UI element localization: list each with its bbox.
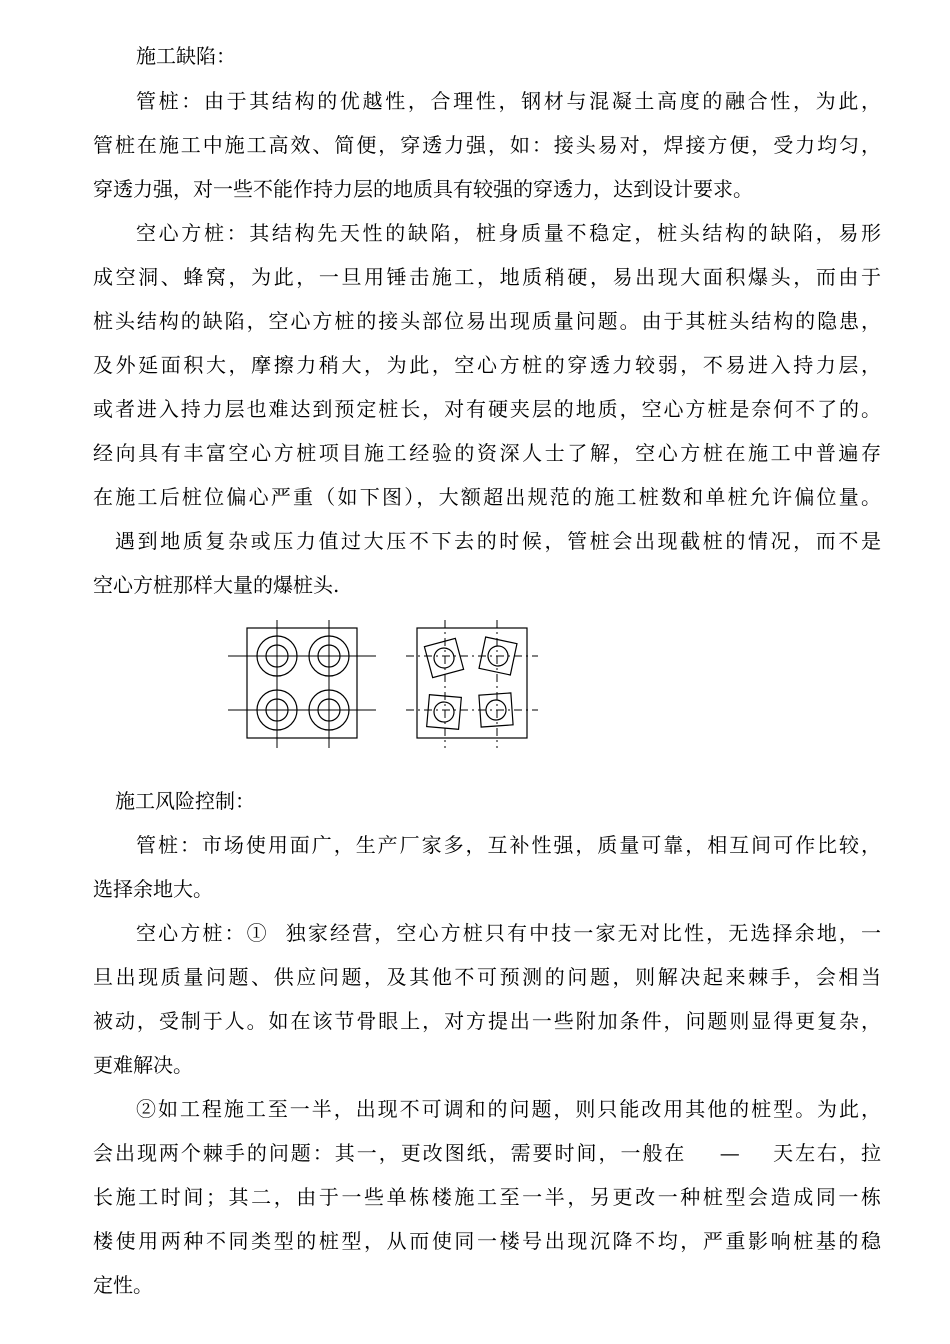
hollow-square-pile-layout	[406, 620, 538, 748]
paragraph-line: 经向具有丰富空心方桩项目施工经验的资深人士了解，空心方桩在施工中普遍存	[93, 441, 881, 465]
paragraph-line: 旦出现质量问题、供应问题，及其他不可预测的问题，则解决起来棘手，会相当	[93, 965, 881, 989]
section-heading-risk: 施工风险控制：	[115, 789, 255, 813]
paragraph-line: 或者进入持力层也难达到预定桩长，对有硬夹层的地质，空心方桩是奈何不了的。	[93, 397, 881, 421]
paragraph-line: 被动，受制于人。如在该节骨眼上，对方提出一些附加条件，问题则显得更复杂，	[93, 1009, 881, 1033]
paragraph-line: 在施工后桩位偏心严重（如下图），大额超出规范的施工桩数和单桩允许偏位量。	[93, 485, 881, 509]
paragraph-line: 管桩：市场使用面广，生产厂家多，互补性强，质量可靠，相互间可作比较，	[136, 833, 881, 857]
paragraph-line: 及外延面积大，摩擦力稍大，为此，空心方桩的穿透力较弱，不易进入持力层，	[93, 353, 881, 377]
paragraph-line: ②如工程施工至一半，出现不可调和的问题，则只能改用其他的桩型。为此，	[136, 1097, 881, 1121]
paragraph-line: 长施工时间；其二，由于一些单栋楼施工至一半，另更改一种桩型会造成同一栋	[93, 1185, 881, 1209]
paragraph-line: 成空洞、蜂窝，为此，一旦用锤击施工，地质稍硬，易出现大面积爆头，而由于	[93, 265, 881, 289]
paragraph-line: 楼使用两种不同类型的桩型，从而使同一楼号出现沉降不均，严重影响桩基的稳	[93, 1229, 881, 1253]
paragraph-line: 更难解决。	[93, 1053, 193, 1077]
pile-cap-outline	[247, 628, 357, 738]
pipe-pile-layout	[228, 620, 376, 748]
pile-deviation-diagram	[220, 620, 550, 750]
paragraph-line: 空心方桩：① 独家经营，空心方桩只有中技一家无对比性，无选择余地，一	[136, 921, 881, 945]
paragraph-line: 选择余地大。	[93, 877, 213, 901]
paragraph-line: 桩头结构的缺陷，空心方桩的接头部位易出现质量问题。由于其桩头结构的隐患，	[93, 309, 881, 333]
paragraph-line: 管桩：由于其结构的优越性，合理性，钢材与混凝土高度的融合性，为此，	[136, 89, 881, 113]
pile-deviation-figure	[220, 620, 550, 750]
hollow-square-pile	[427, 695, 462, 730]
hollow-square-pile	[424, 638, 463, 677]
paragraph-line: 遇到地质复杂或压力值过大压不下去的时候，管桩会出现截桩的情况，而不是	[115, 529, 881, 553]
paragraph-line: 空心方桩那样大量的爆桩头.	[93, 573, 340, 597]
paragraph-line: 穿透力强，对一些不能作持力层的地质具有较强的穿透力，达到设计要求。	[93, 177, 753, 201]
section-heading-defects: 施工缺陷：	[136, 44, 236, 68]
paragraph-line: 定性。	[93, 1273, 153, 1297]
paragraph-line: 会出现两个棘手的问题：其一，更改图纸，需要时间，一般在 — 天左右，拉	[93, 1141, 881, 1165]
paragraph-line: 空心方桩：其结构先天性的缺陷，桩身质量不稳定，桩头结构的缺陷，易形	[136, 221, 881, 245]
paragraph-line: 管桩在施工中施工高效、简便，穿透力强，如：接头易对，焊接方便，受力均匀，	[93, 133, 881, 157]
